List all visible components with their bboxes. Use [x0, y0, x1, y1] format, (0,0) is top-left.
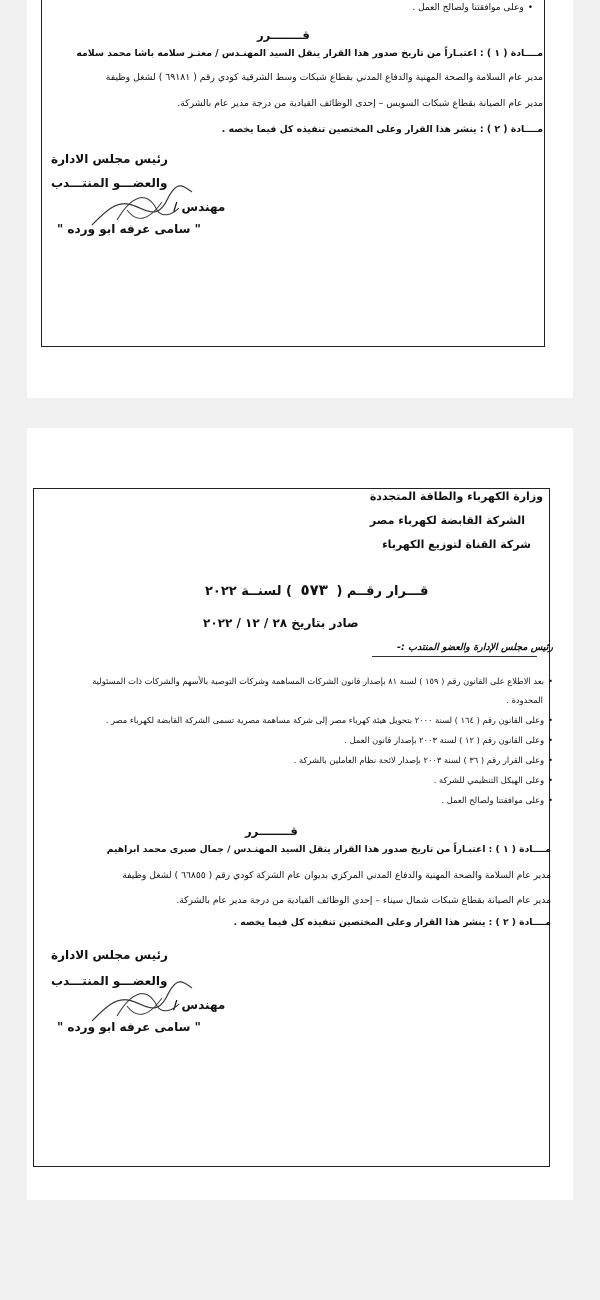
- bullet-continuation: المحدودة .: [506, 695, 543, 705]
- decision-number-label: قـــرار رقــم (: [336, 584, 429, 599]
- chairman-underline: [372, 656, 537, 657]
- signature-name: " سامى عرفه ابو ورده ": [57, 1020, 201, 1034]
- article-1-line-2: مدير عام السلامة والصحة المهنية والدفاع المدني المركزي بديوان عام الشركة كودي رقم ( ٦٦٨٥٥ ) لشغل وظيفة: [122, 870, 551, 881]
- article-2: مــــادة ( ٢ ) : ينشر هذا القرار وعلى المختصين تنفيذه كل فيما يخصه .: [233, 917, 551, 928]
- article-1-line-3: مدير عام الصيانة بقطاع شبكات السويس – إحدى الوظائف القيادية من درجة مدير عام بالشركة.: [177, 98, 543, 109]
- viewer-background: [0, 1210, 600, 1300]
- holding-company-name: الشركة القابضة لكهرباء مصر: [369, 514, 525, 527]
- bullet-item: • وعلى القرار رقم ( ٣٦ ) لسنة ٢٠٠٣ بإصدار لائحة نظام العاملين بالشركة .: [294, 754, 553, 766]
- decision-year: ) لسنــة ٢٠٢٢: [205, 584, 292, 599]
- handwritten-signature: [87, 180, 197, 235]
- article-2: مــــادة ( ٢ ) : ينشر هذا القرار وعلى المختصين تنفيذه كل فيما يخصه .: [221, 124, 543, 135]
- bullet-item: • وعلى موافقتنا ولصالح العمل .: [412, 2, 533, 14]
- company-name: شركة القناة لتوزيع الكهرباء: [382, 538, 531, 551]
- chairman-line: رئيس مجلس الإدارة والعضو المنتدب :-: [397, 642, 553, 653]
- document-page-1: [27, 0, 573, 398]
- signature-title-1: رئيس مجلس الادارة: [51, 152, 168, 166]
- signature-name: " سامى عرفه ابو ورده ": [57, 222, 201, 236]
- decision-number: ٥٧٣: [300, 581, 328, 599]
- signature-title-2: والعضـــو المنتـــدب: [51, 176, 168, 190]
- article-1-line-1: مــــادة ( ١ ) : اعتبـاراً من تاريخ صدور هذا القرار ينقل السيد المهنـدس / معتـز سلامه باشا محمد سلامه: [76, 48, 543, 59]
- bullet-item: • وعلى الهيكل التنظيمي للشركة .: [434, 774, 553, 786]
- signature-engineer: مهندس /: [173, 998, 226, 1012]
- decision-number-line: [205, 581, 428, 599]
- article-1-line-2: مدير عام السلامة والصحة المهنية والدفاع المدني بقطاع شبكات وسط الشرقية كودي رقم ( ٦٩١٨١ ) لشغل وظيفة: [105, 72, 543, 83]
- signature-title-2: والعضـــو المنتـــدب: [51, 974, 168, 988]
- bullet-item: • بعد الاطلاع على القانون رقم ( ١٥٩ ) لسنة ٨١ بإصدار قانون الشركات المساهمة وشركات التوصية بالأسهم والشركات ذات المسئولية: [92, 675, 553, 687]
- signature-title-1: رئيس مجلس الادارة: [51, 948, 168, 962]
- article-1-line-1: مــــادة ( ١ ) : اعتبـاراً من تاريخ صدور هذا القرار ينقل السيد المهنـدس / جمال صبرى محمد ابراهيم: [106, 844, 551, 855]
- bullet-item: • وعلى القانون رقم ( ١٦٤ ) لسنة ٢٠٠٠ بتحويل هيئة كهرباء مصر إلى شركة مساهمة مصرية تسمى الشركة القابضة لكهرباء مصر .: [106, 714, 553, 726]
- handwritten-signature: [87, 976, 197, 1031]
- bullet-item: • وعلى موافقتنا ولصالح العمل .: [441, 794, 553, 806]
- decision-heading: قــــــــرر: [257, 28, 310, 42]
- article-1-line-3: مدير عام الصيانة بقطاع شبكات شمال سيناء – إحدى الوظائف القيادية من درجة مدير عام بالشركة.: [176, 895, 551, 906]
- decision-heading: قــــــــرر: [245, 824, 298, 838]
- document-page-2: [27, 428, 573, 1200]
- ministry-name: وزارة الكهرباء والطاقة المتجددة: [369, 490, 543, 503]
- issue-date: صادر بتاريخ ٢٨ / ١٢ / ٢٠٢٢: [203, 616, 359, 630]
- signature-engineer: مهندس /: [173, 200, 226, 214]
- bullet-item: • وعلى القانون رقم ( ١٢ ) لسنة ٢٠٠٣ بإصدار قانون العمل .: [344, 734, 553, 746]
